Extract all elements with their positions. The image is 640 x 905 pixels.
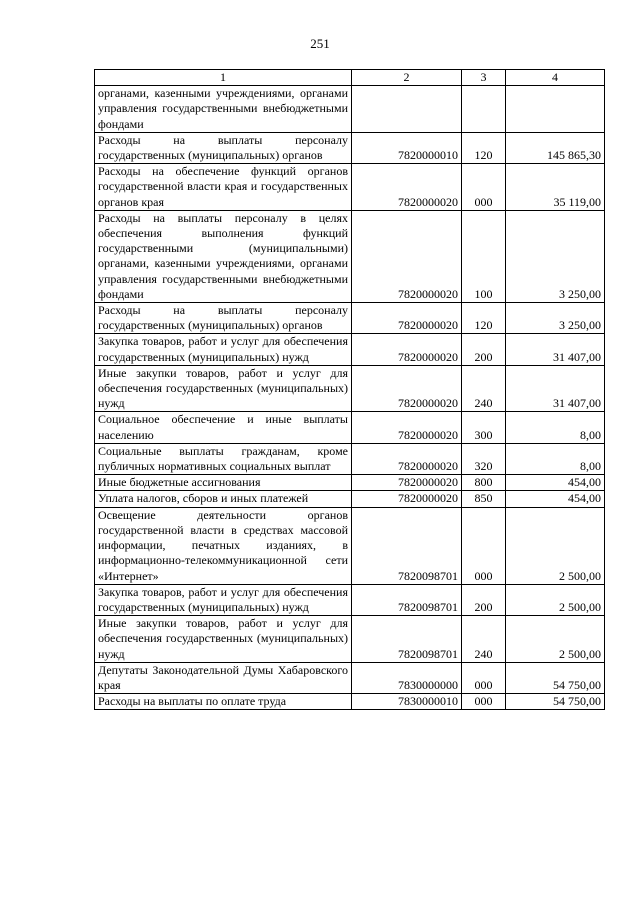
row-name-cell: Социальные выплаты гражданам, кроме публичных нормативных социальных выплат xyxy=(95,443,352,474)
row-code-cell: 7820098701 xyxy=(352,616,462,663)
row-expense-type-cell: 320 xyxy=(462,443,506,474)
row-expense-type-cell: 000 xyxy=(462,662,506,693)
row-amount-cell: 54 750,00 xyxy=(506,694,605,710)
table-row xyxy=(95,210,605,302)
table-header-row xyxy=(95,70,605,86)
row-name-cell: Освещение деятельности органов государственной власти в средствах массовой информации, печатных изданиях, в информационно-телекоммуникационной сети «Интернет» xyxy=(95,507,352,584)
column-header-1: 1 xyxy=(95,70,352,86)
row-code-cell xyxy=(352,86,462,133)
row-name-cell: Уплата налогов, сборов и иных платежей xyxy=(95,491,352,507)
row-amount-cell: 8,00 xyxy=(506,443,605,474)
row-amount-cell: 454,00 xyxy=(506,475,605,491)
row-expense-type-cell: 240 xyxy=(462,365,506,412)
row-name-cell: Расходы на выплаты персоналу в целях обеспечения выполнения функций государственными (муниципальными) органами, казенными учреждениями, органами управления государственными внебюджетными фондами xyxy=(95,210,352,302)
row-amount-cell: 54 750,00 xyxy=(506,662,605,693)
row-name-cell: Расходы на выплаты персоналу государственных (муниципальных) органов xyxy=(95,132,352,163)
row-expense-type-cell: 000 xyxy=(462,694,506,710)
row-expense-type-cell: 240 xyxy=(462,616,506,663)
row-amount-cell: 2 500,00 xyxy=(506,616,605,663)
row-code-cell: 7820098701 xyxy=(352,507,462,584)
row-amount-cell: 2 500,00 xyxy=(506,584,605,615)
row-code-cell: 7820000020 xyxy=(352,210,462,302)
row-amount-cell: 3 250,00 xyxy=(506,210,605,302)
row-expense-type-cell xyxy=(462,86,506,133)
page-number: 251 xyxy=(310,36,330,51)
row-amount-cell: 35 119,00 xyxy=(506,164,605,211)
table-row xyxy=(95,694,605,710)
row-code-cell: 7820000010 xyxy=(352,132,462,163)
row-amount-cell: 31 407,00 xyxy=(506,365,605,412)
row-name-cell: Закупка товаров, работ и услуг для обеспечения государственных (муниципальных) нужд xyxy=(95,334,352,365)
row-name-cell: Расходы на выплаты персоналу государственных (муниципальных) органов xyxy=(95,303,352,334)
table-row xyxy=(95,475,605,491)
row-name-cell: Расходы на обеспечение функций органов государственной власти края и государственных органов края xyxy=(95,164,352,211)
row-code-cell: 7820098701 xyxy=(352,584,462,615)
column-header-4: 4 xyxy=(506,70,605,86)
row-amount-cell xyxy=(506,86,605,133)
table-body xyxy=(95,86,605,710)
row-amount-cell: 454,00 xyxy=(506,491,605,507)
row-code-cell: 7820000020 xyxy=(352,443,462,474)
table-row xyxy=(95,86,605,133)
row-name-cell: Иные закупки товаров, работ и услуг для обеспечения государственных (муниципальных) нужд xyxy=(95,616,352,663)
table-row xyxy=(95,365,605,412)
row-name-cell: Расходы на выплаты по оплате труда xyxy=(95,694,352,710)
row-expense-type-cell: 300 xyxy=(462,412,506,443)
budget-table xyxy=(94,69,605,710)
row-amount-cell: 2 500,00 xyxy=(506,507,605,584)
row-code-cell: 7830000000 xyxy=(352,662,462,693)
table-row xyxy=(95,662,605,693)
table-row xyxy=(95,616,605,663)
row-name-cell: Депутаты Законодательной Думы Хабаровского края xyxy=(95,662,352,693)
row-expense-type-cell: 000 xyxy=(462,164,506,211)
row-expense-type-cell: 850 xyxy=(462,491,506,507)
table-row xyxy=(95,491,605,507)
table-row xyxy=(95,507,605,584)
row-expense-type-cell: 200 xyxy=(462,334,506,365)
row-expense-type-cell: 000 xyxy=(462,507,506,584)
row-code-cell: 7830000010 xyxy=(352,694,462,710)
row-name-cell: Иные закупки товаров, работ и услуг для обеспечения государственных (муниципальных) нужд xyxy=(95,365,352,412)
row-name-cell: Закупка товаров, работ и услуг для обеспечения государственных (муниципальных) нужд xyxy=(95,584,352,615)
row-expense-type-cell: 800 xyxy=(462,475,506,491)
row-code-cell: 7820000020 xyxy=(352,303,462,334)
table-row xyxy=(95,303,605,334)
row-amount-cell: 8,00 xyxy=(506,412,605,443)
column-header-2: 2 xyxy=(352,70,462,86)
row-expense-type-cell: 100 xyxy=(462,210,506,302)
row-name-cell: Социальное обеспечение и иные выплаты населению xyxy=(95,412,352,443)
row-amount-cell: 145 865,30 xyxy=(506,132,605,163)
row-name-cell: Иные бюджетные ассигнования xyxy=(95,475,352,491)
row-code-cell: 7820000020 xyxy=(352,491,462,507)
table-row xyxy=(95,164,605,211)
table-row xyxy=(95,334,605,365)
row-expense-type-cell: 120 xyxy=(462,303,506,334)
row-code-cell: 7820000020 xyxy=(352,164,462,211)
table-row xyxy=(95,443,605,474)
row-code-cell: 7820000020 xyxy=(352,412,462,443)
column-header-3: 3 xyxy=(462,70,506,86)
row-code-cell: 7820000020 xyxy=(352,365,462,412)
row-expense-type-cell: 200 xyxy=(462,584,506,615)
table-row xyxy=(95,132,605,163)
table-row xyxy=(95,412,605,443)
table-row xyxy=(95,584,605,615)
row-amount-cell: 3 250,00 xyxy=(506,303,605,334)
row-amount-cell: 31 407,00 xyxy=(506,334,605,365)
row-code-cell: 7820000020 xyxy=(352,334,462,365)
row-code-cell: 7820000020 xyxy=(352,475,462,491)
row-expense-type-cell: 120 xyxy=(462,132,506,163)
row-name-cell: органами, казенными учреждениями, органами управления государственными внебюджетными фондами xyxy=(95,86,352,133)
